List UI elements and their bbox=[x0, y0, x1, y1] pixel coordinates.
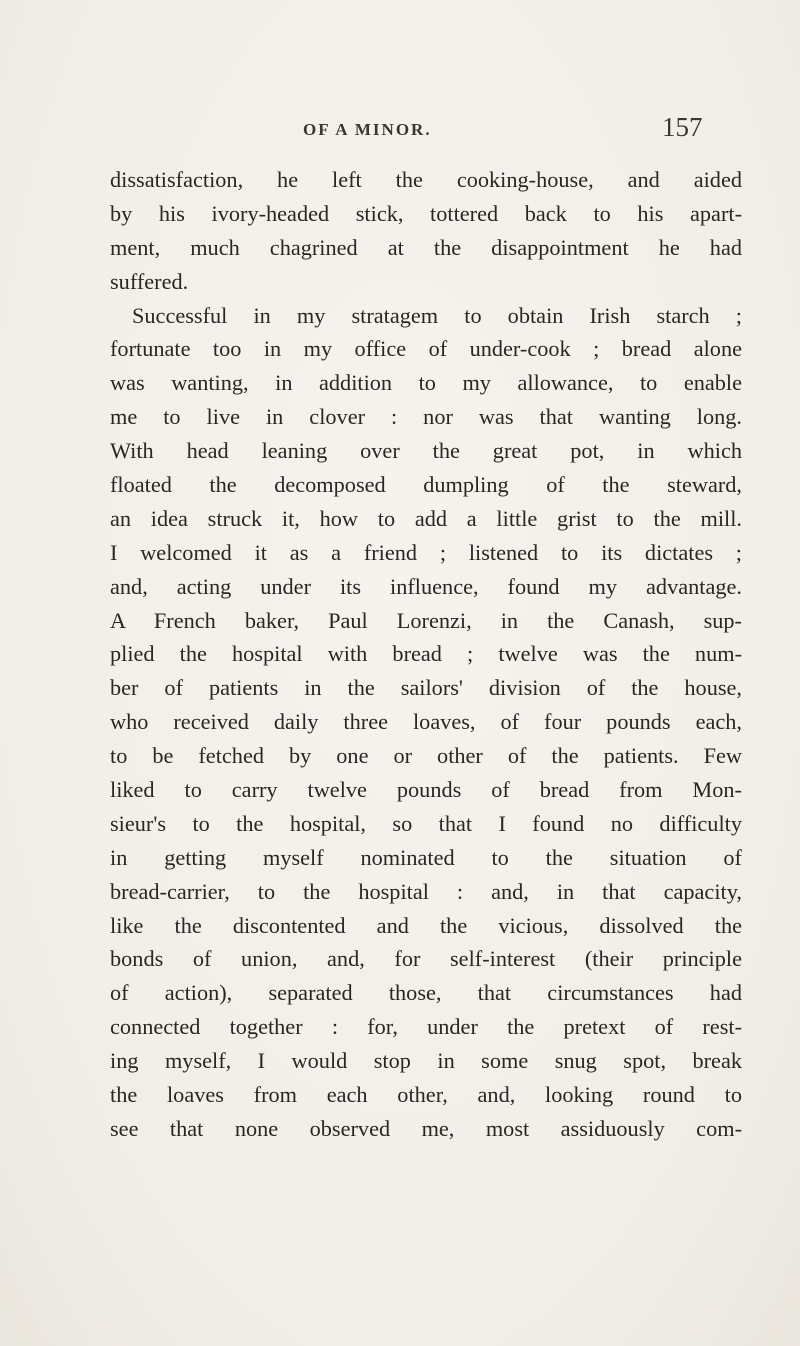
text-line: like the discontented and the vicious, dissolved the bbox=[110, 912, 742, 938]
running-head: OF A MINOR. bbox=[303, 120, 432, 139]
text-line: by his ivory-headed stick, tottered back to his apart- bbox=[110, 200, 742, 226]
text-line: an idea struck it, how to add a little grist to the mill. bbox=[110, 505, 742, 531]
text-line: and, acting under its influence, found my advantage. bbox=[110, 573, 742, 599]
text-line: plied the hospital with bread ; twelve was the num- bbox=[110, 641, 742, 667]
page-header bbox=[0, 112, 800, 152]
text-line: to be fetched by one or other of the patients. Few bbox=[110, 743, 742, 769]
text-line: the loaves from each other, and, looking round to bbox=[110, 1082, 742, 1108]
text-line: liked to carry twelve pounds of bread from Mon- bbox=[110, 777, 742, 803]
text-line: A French baker, Paul Lorenzi, in the Canash, sup- bbox=[110, 607, 742, 633]
text-line: bonds of union, and, for self-interest (their principle bbox=[110, 946, 742, 972]
text-line: floated the decomposed dumpling of the steward, bbox=[110, 472, 742, 498]
text-line: fortunate too in my office of under-cook ; bread alone bbox=[110, 336, 742, 362]
text-line: Successful in my stratagem to obtain Irish starch ; bbox=[132, 302, 742, 328]
text-line: ing myself, I would stop in some snug spot, break bbox=[110, 1048, 742, 1074]
text-line: me to live in clover : nor was that wanting long. bbox=[110, 404, 742, 430]
text-line: With head leaning over the great pot, in which bbox=[110, 438, 742, 464]
text-line: suffered. bbox=[110, 268, 189, 294]
text-line: ment, much chagrined at the disappointment he had bbox=[110, 234, 742, 260]
text-line: who received daily three loaves, of four pounds each, bbox=[110, 709, 742, 735]
text-line: bread-carrier, to the hospital : and, in that capacity, bbox=[110, 878, 742, 904]
text-line: in getting myself nominated to the situation of bbox=[110, 844, 742, 870]
text-line: I welcomed it as a friend ; listened to its dictates ; bbox=[110, 539, 742, 565]
text-line: of action), separated those, that circumstances had bbox=[110, 980, 742, 1006]
body-text bbox=[110, 163, 742, 1146]
page-number: 157 bbox=[662, 112, 703, 142]
text-line: see that none observed me, most assiduously com- bbox=[110, 1115, 742, 1141]
text-line: connected together : for, under the pretext of rest- bbox=[110, 1014, 742, 1040]
text-line: sieur's to the hospital, so that I found no difficulty bbox=[110, 810, 742, 836]
text-line: dissatisfaction, he left the cooking-house, and aided bbox=[110, 167, 742, 192]
text-line: ber of patients in the sailors' division of the house, bbox=[110, 675, 742, 701]
text-line: was wanting, in addition to my allowance, to enable bbox=[110, 370, 742, 396]
